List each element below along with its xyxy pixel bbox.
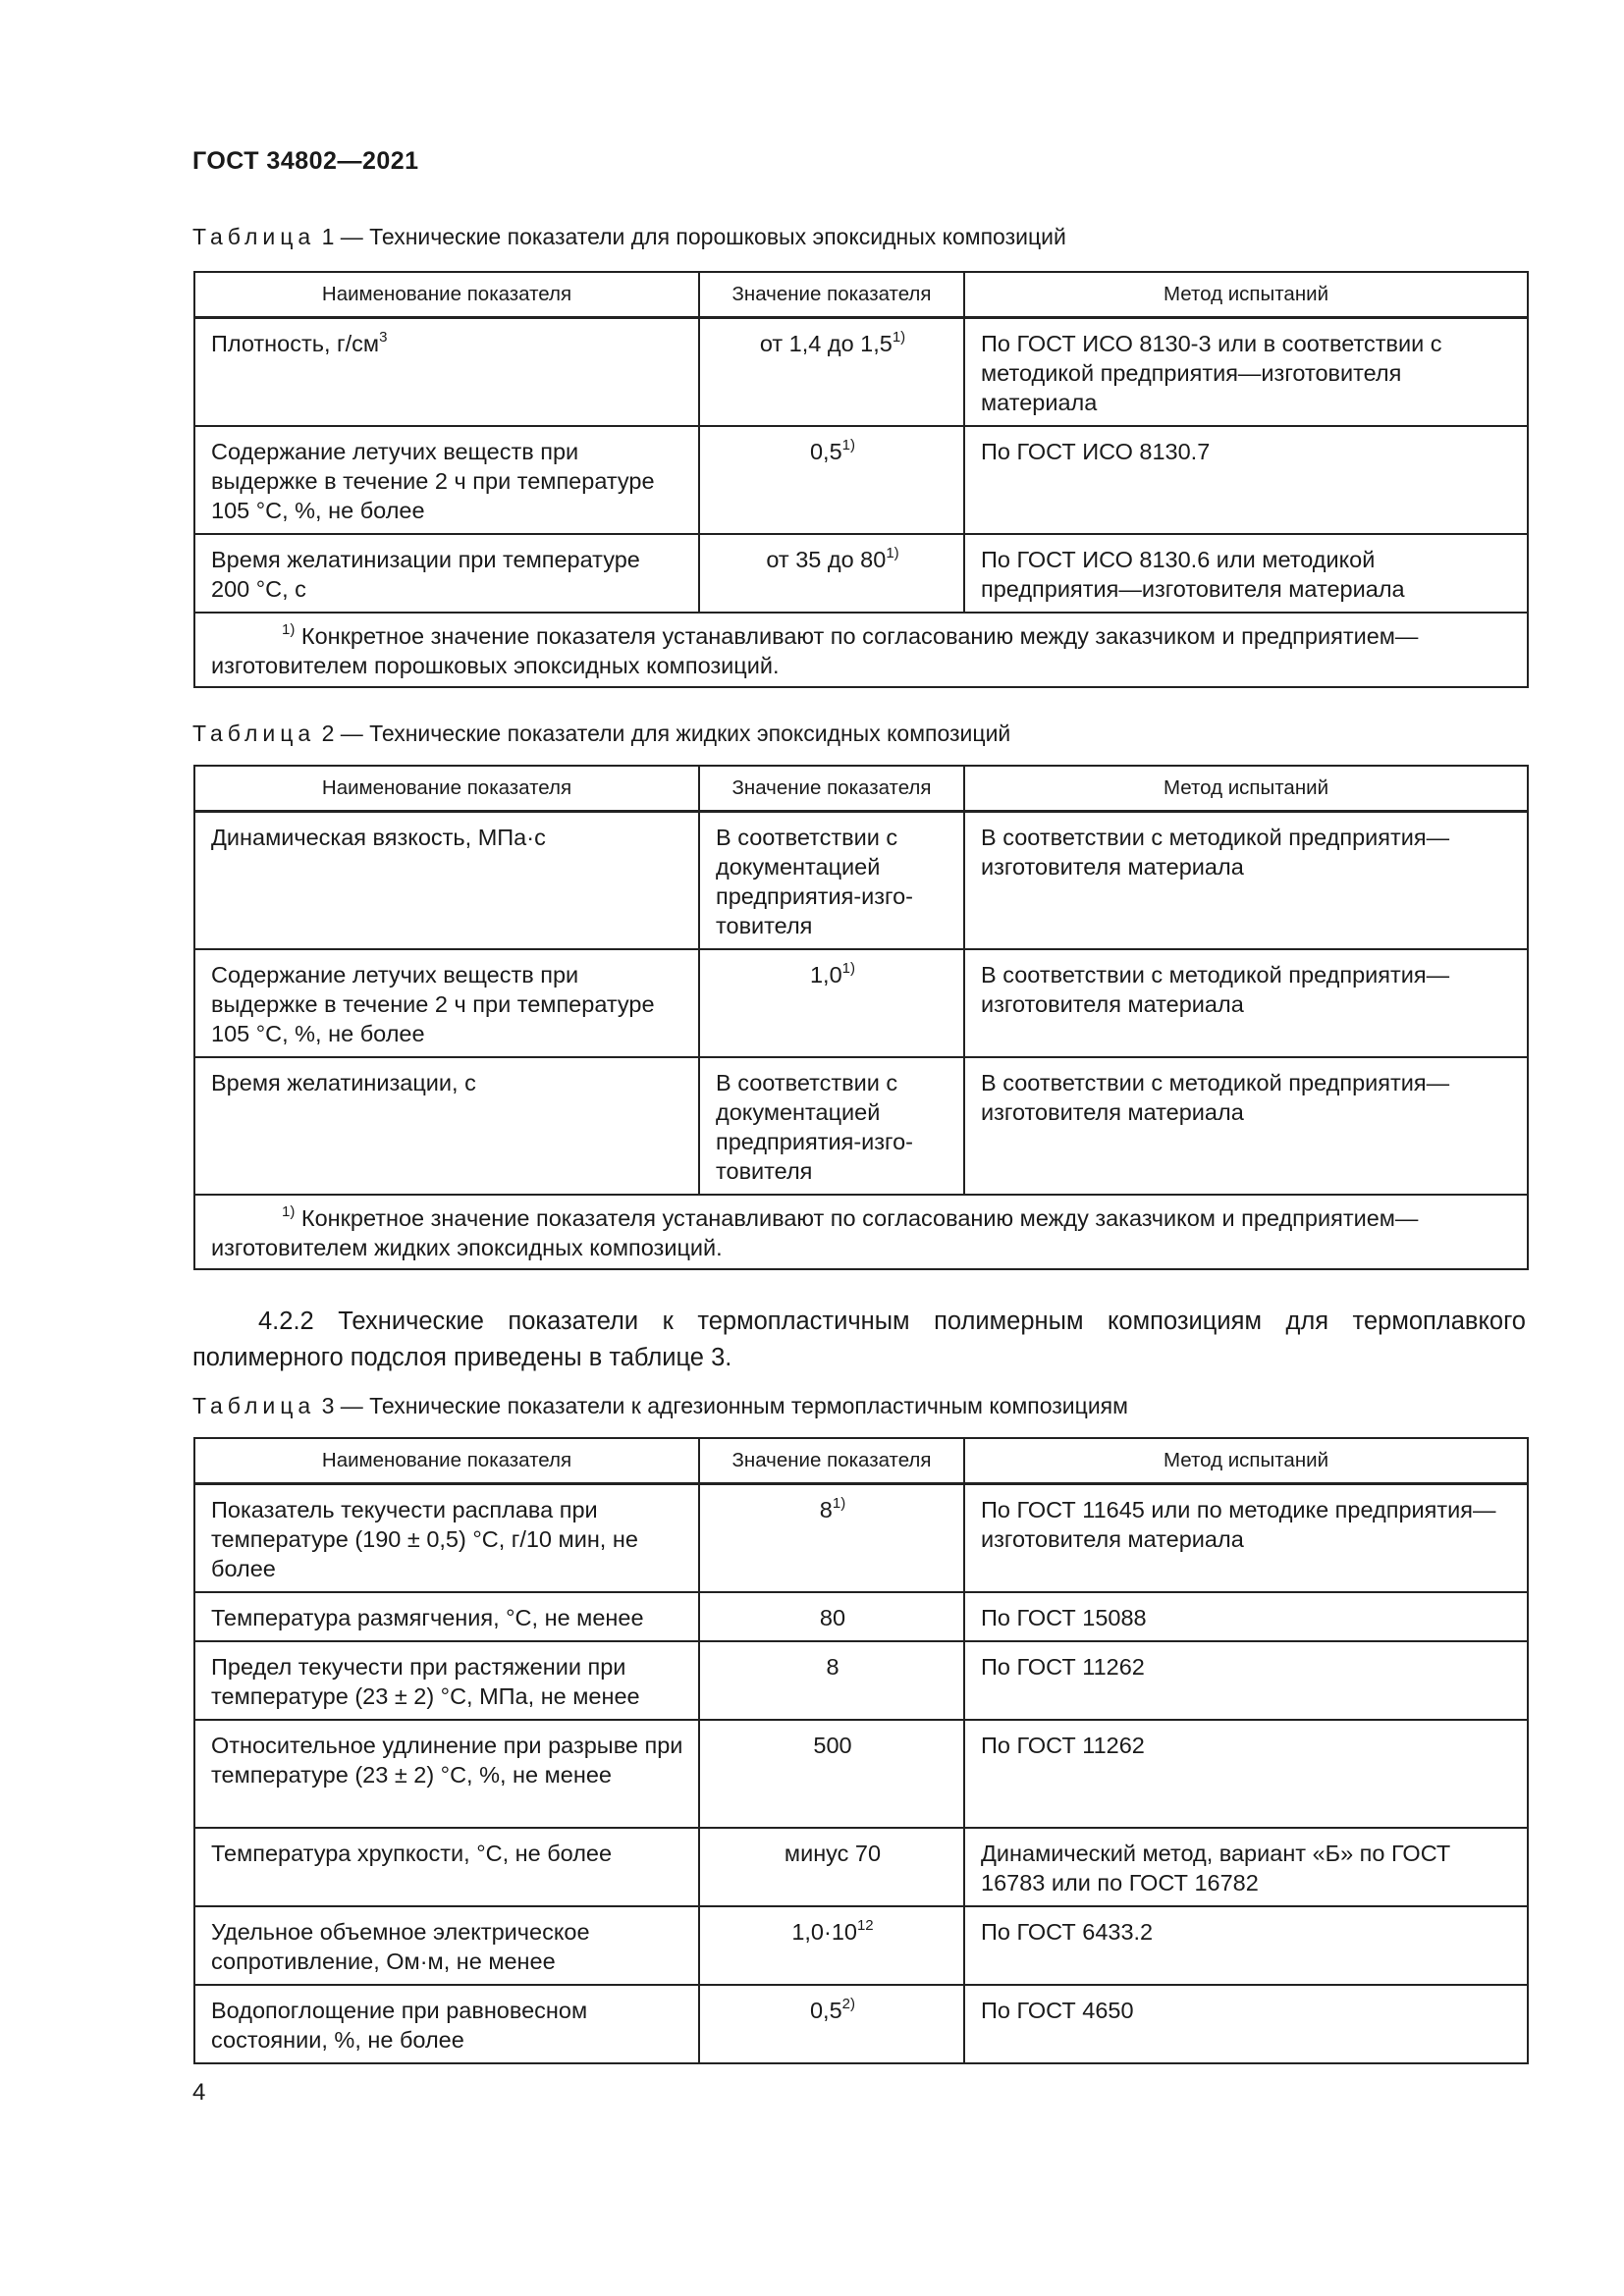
table3-row2-method: По ГОСТ 15088 — [964, 1592, 1528, 1641]
table-row — [194, 1828, 1528, 1906]
table1-col-name: Наименование показателя — [194, 272, 699, 318]
table3-row6-method: По ГОСТ 6433.2 — [964, 1906, 1528, 1985]
table3-label: Таблица — [192, 1393, 316, 1418]
table3-row5-name: Температура хрупкости, °С, не более — [194, 1828, 699, 1906]
table-row — [194, 1720, 1528, 1828]
table2-row3-value: В соответствии с документацией предприятия-изго- товителя — [699, 1057, 964, 1195]
table3-row4-method: По ГОСТ 11262 — [964, 1720, 1528, 1828]
table3-row5-method: Динамический метод, вариант «Б» по ГОСТ 16783 или по ГОСТ 16782 — [964, 1828, 1528, 1906]
paragraph-line-1: 4.2.2 Технические показатели к термопластичным полимерным композициям для термоплавкого — [258, 1308, 1526, 1335]
table2-footnote-row — [194, 1195, 1528, 1269]
table3-row3-value: 8 — [699, 1641, 964, 1720]
table1-row2-name: Содержание летучих веществ при выдержке в течение 2 ч при температуре 105 °С, %, не более — [194, 426, 699, 534]
table-row — [194, 949, 1528, 1057]
table3-row3-method: По ГОСТ 11262 — [964, 1641, 1528, 1720]
table1-row1-value: от 1,4 до 1,5$^{1)}$ — [699, 318, 964, 427]
table3-row4-name: Относительное удлинение при разрыве при температуре (23 ± 2) °С, %, не менее — [194, 1720, 699, 1828]
document-header: ГОСТ 34802—2021 — [192, 147, 419, 175]
table2-row2-value: 1,0$^{1)}$ — [699, 949, 964, 1057]
table3-row1-value: 8$^{1)}$ — [699, 1484, 964, 1593]
table2-row1-name: Динамическая вязкость, МПа·с — [194, 812, 699, 950]
table3-caption — [192, 1393, 1128, 1419]
table2-caption-text: 2 — Технические показатели для жидких эпоксидных композиций — [321, 721, 1011, 746]
table3-col-name: Наименование показателя — [194, 1438, 699, 1484]
table1-row3-name: Время желатинизации при температуре 200 °С, с — [194, 534, 699, 613]
table3-row7-method: По ГОСТ 4650 — [964, 1985, 1528, 2063]
table3-row3-name: Предел текучести при растяжении при температуре (23 ± 2) °С, МПа, не менее — [194, 1641, 699, 1720]
table2-row1-value: В соответствии с документацией предприятия-изго- товителя — [699, 812, 964, 950]
table-row — [194, 1641, 1528, 1720]
table-row — [194, 534, 1528, 613]
table1-row3-value: от 35 до 80$^{1)}$ — [699, 534, 964, 613]
table3-row2-value: 80 — [699, 1592, 964, 1641]
table1-caption — [192, 224, 1066, 250]
table-row — [194, 1985, 1528, 2063]
page-number: 4 — [192, 2079, 206, 2106]
table3-row2-name: Температура размягчения, °С, не менее — [194, 1592, 699, 1641]
table3 — [193, 1437, 1529, 2064]
table2-row3-name: Время желатинизации, с — [194, 1057, 699, 1195]
table1-caption-text: 1 — Технические показатели для порошковых эпоксидных композиций — [321, 224, 1066, 249]
table1-row1-method: По ГОСТ ИСО 8130-3 или в соответствии с методикой предприятия—изготовителя материала — [964, 318, 1528, 427]
table-row — [194, 426, 1528, 534]
table2-col-value: Значение показателя — [699, 766, 964, 812]
table-row — [194, 318, 1528, 427]
table1-col-value: Значение показателя — [699, 272, 964, 318]
footnote-mark: 1) — [282, 1203, 296, 1220]
table3-row5-value: минус 70 — [699, 1828, 964, 1906]
table1-row3-method: По ГОСТ ИСО 8130.6 или методикой предприятия—изготовителя материала — [964, 534, 1528, 613]
table1-row2-value: 0,5$^{1)}$ — [699, 426, 964, 534]
footnote-mark: 1) — [282, 621, 296, 638]
body-paragraph — [192, 1304, 1526, 1376]
table3-row1-name: Показатель текучести расплава при температуре (190 ± 0,5) °С, г/10 мин, не более — [194, 1484, 699, 1593]
table2-row2-method: В соответствии с методикой предприятия—изготовителя материала — [964, 949, 1528, 1057]
table3-row7-value: 0,5$^{2)}$ — [699, 1985, 964, 2063]
paragraph-line-2: полимерного подслоя приведены в таблице 3. — [192, 1344, 732, 1371]
table2 — [193, 765, 1529, 1270]
table1-footnote-row — [194, 613, 1528, 687]
table3-row1-method: По ГОСТ 11645 или по методике предприятия—изготовителя материала — [964, 1484, 1528, 1593]
table2-caption — [192, 721, 1010, 747]
table3-caption-text: 3 — Технические показатели к адгезионным термопластичным композициям — [321, 1393, 1128, 1418]
table2-row1-method: В соответствии с методикой предприятия—изготовителя материала — [964, 812, 1528, 950]
table2-label: Таблица — [192, 721, 316, 746]
table3-row6-value: $1,0\cdot 10^{12}$ — [699, 1906, 964, 1985]
table2-header-row — [194, 766, 1528, 812]
table-row — [194, 812, 1528, 950]
table1-header-row — [194, 272, 1528, 318]
table3-row7-name: Водопоглощение при равновесном состоянии, %, не более — [194, 1985, 699, 2063]
table1-label: Таблица — [192, 224, 316, 249]
table3-col-method: Метод испытаний — [964, 1438, 1528, 1484]
table3-header-row — [194, 1438, 1528, 1484]
table1-footnote: $^{1)}$ Конкретное значение показателя устанавливают по согласованию между заказчиком и предприятием— изготовителем порошковых эпоксидных композиций. — [194, 613, 1528, 687]
table-row — [194, 1484, 1528, 1593]
table1-col-method: Метод испытаний — [964, 272, 1528, 318]
table1-row2-method: По ГОСТ ИСО 8130.7 — [964, 426, 1528, 534]
table2-footnote: $^{1)}$ Конкретное значение показателя устанавливают по согласованию между заказчиком и предприятием— изготовителем жидких эпоксидных композиций. — [194, 1195, 1528, 1269]
table2-col-method: Метод испытаний — [964, 766, 1528, 812]
table3-row6-name: Удельное объемное электрическое сопротивление, Ом·м, не менее — [194, 1906, 699, 1985]
table2-row2-name: Содержание летучих веществ при выдержке в течение 2 ч при температуре 105 °С, %, не более — [194, 949, 699, 1057]
table1 — [193, 271, 1529, 688]
table2-col-name: Наименование показателя — [194, 766, 699, 812]
table1-row1-name: Плотность, $г/см^3$ — [194, 318, 699, 427]
table3-col-value: Значение показателя — [699, 1438, 964, 1484]
table-row — [194, 1057, 1528, 1195]
table3-row4-value: 500 — [699, 1720, 964, 1828]
table-row — [194, 1906, 1528, 1985]
table-row — [194, 1592, 1528, 1641]
table2-row3-method: В соответствии с методикой предприятия—изготовителя материала — [964, 1057, 1528, 1195]
